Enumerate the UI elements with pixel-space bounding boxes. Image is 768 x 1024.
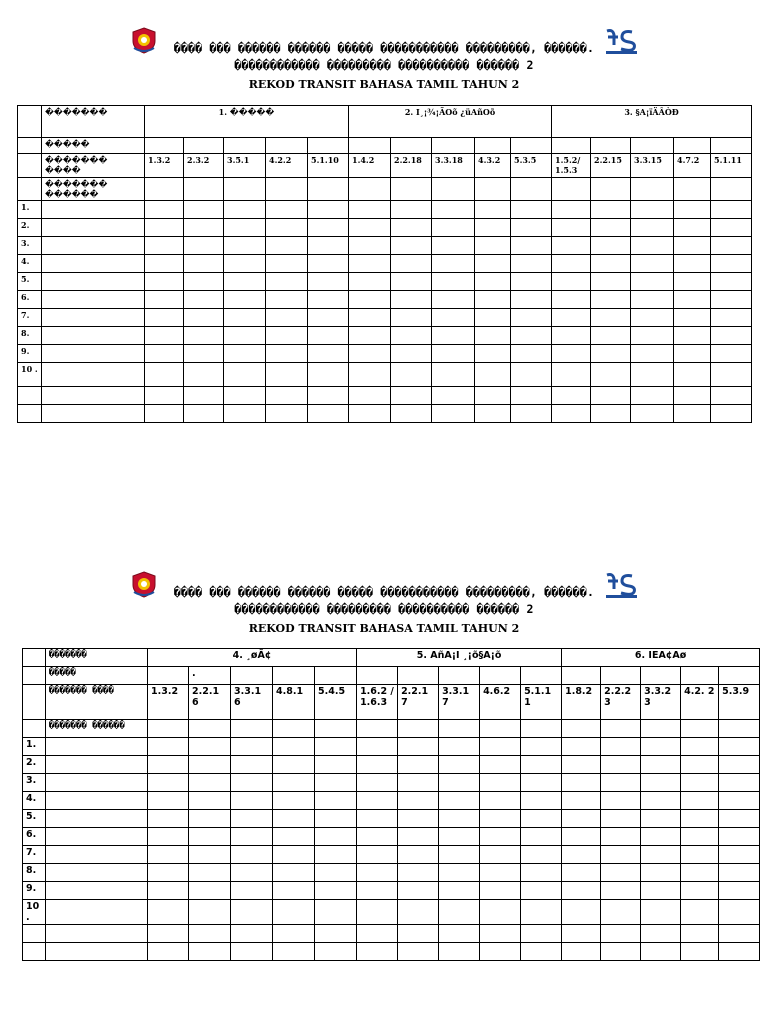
row-label-standard: ������� ���� bbox=[46, 685, 148, 720]
title-cell bbox=[432, 138, 475, 154]
student-row bbox=[18, 363, 752, 387]
group-header: 2. I¸¡¾¡ÃOõ ¿üAñOõ bbox=[349, 106, 552, 138]
standard-code: 5.1.11 bbox=[711, 154, 752, 178]
student-row bbox=[23, 882, 760, 900]
row-label-title: ����� bbox=[42, 138, 145, 154]
title-cell bbox=[601, 667, 641, 685]
standard-code: 4.7.2 bbox=[674, 154, 711, 178]
standard-code: 1.8.2 bbox=[562, 685, 601, 720]
standard-code: 5.1.10 bbox=[308, 154, 349, 178]
title-cell bbox=[631, 138, 674, 154]
row-label-title: ����� bbox=[46, 667, 148, 685]
row-number: 7. bbox=[23, 846, 46, 864]
title-cell bbox=[391, 138, 432, 154]
student-header-row bbox=[23, 720, 760, 738]
standard-code: 2.2.18 bbox=[391, 154, 432, 178]
group-header: 6. IEA¢Aø bbox=[562, 649, 760, 667]
standard-code: 4.8.1 bbox=[273, 685, 315, 720]
student-row bbox=[18, 387, 752, 405]
row-number bbox=[18, 387, 42, 405]
student-row bbox=[18, 237, 752, 255]
row-number: 4. bbox=[18, 255, 42, 273]
title-cell bbox=[148, 667, 189, 685]
group-header: 1. ����� bbox=[145, 106, 349, 138]
record-title: REKOD TRANSIT BAHASA TAMIL TAHUN 2 bbox=[248, 78, 520, 91]
school-name-line: ���� ��� ������ ������ ����� ����������� ���������, ������. bbox=[173, 585, 595, 599]
title-cell: . bbox=[189, 667, 231, 685]
row-number: 3. bbox=[23, 774, 46, 792]
standard-code: 4.2.2 bbox=[266, 154, 308, 178]
title-cell bbox=[357, 667, 398, 685]
student-row bbox=[23, 925, 760, 943]
row-number: 10 . bbox=[18, 363, 42, 387]
student-row bbox=[18, 219, 752, 237]
title-cell bbox=[145, 138, 184, 154]
title-row bbox=[23, 667, 760, 685]
title-cell bbox=[681, 667, 719, 685]
title-cell bbox=[349, 138, 391, 154]
row-number: 9. bbox=[23, 882, 46, 900]
group-header: 4. ¸øÃ¢ bbox=[148, 649, 357, 667]
student-row bbox=[18, 345, 752, 363]
student-row bbox=[18, 309, 752, 327]
row-number: 2. bbox=[18, 219, 42, 237]
theme-row bbox=[23, 649, 760, 667]
row-number: 7. bbox=[18, 309, 42, 327]
title-cell bbox=[231, 667, 273, 685]
row-label-theme: ������� bbox=[42, 106, 145, 138]
row-number bbox=[18, 405, 42, 423]
title-cell bbox=[591, 138, 631, 154]
title-cell bbox=[439, 667, 480, 685]
standard-code: 2.2.2 3 bbox=[601, 685, 641, 720]
standard-code: 1.3.2 bbox=[148, 685, 189, 720]
student-row bbox=[23, 900, 760, 925]
row-label-student: ������� ������ bbox=[46, 720, 148, 738]
standard-code: 4.6.2 bbox=[480, 685, 521, 720]
student-row bbox=[23, 774, 760, 792]
title-cell bbox=[308, 138, 349, 154]
row-number: 9. bbox=[18, 345, 42, 363]
standard-code: 5.4.5 bbox=[315, 685, 357, 720]
student-row bbox=[23, 828, 760, 846]
title-cell bbox=[521, 667, 562, 685]
student-row bbox=[18, 327, 752, 345]
title-cell bbox=[711, 138, 752, 154]
school-subtitle-line: ������������ ��������� ���������� ������ 2 bbox=[234, 602, 534, 616]
student-header-row bbox=[18, 178, 752, 201]
row-number: 6. bbox=[23, 828, 46, 846]
row-number: 2. bbox=[23, 756, 46, 774]
record-section-1 bbox=[0, 0, 768, 374]
school-name-line: ���� ��� ������ ������ ����� ����������� ���������, ������. bbox=[173, 41, 595, 55]
student-row bbox=[18, 273, 752, 291]
standard-code: 3.3.15 bbox=[631, 154, 674, 178]
standard-code: 3.5.1 bbox=[224, 154, 266, 178]
row-number: 5. bbox=[23, 810, 46, 828]
title-row bbox=[18, 138, 752, 154]
section-header bbox=[0, 544, 768, 644]
standard-code: 1.4.2 bbox=[349, 154, 391, 178]
standard-code: 3.3.18 bbox=[432, 154, 475, 178]
row-number: 4. bbox=[23, 792, 46, 810]
title-cell bbox=[552, 138, 591, 154]
standard-row bbox=[18, 154, 752, 178]
student-row bbox=[23, 846, 760, 864]
title-cell bbox=[398, 667, 439, 685]
student-row bbox=[18, 291, 752, 309]
standard-code: 2.3.2 bbox=[184, 154, 224, 178]
standard-row bbox=[23, 685, 760, 720]
student-row bbox=[18, 405, 752, 423]
row-number: 1. bbox=[23, 738, 46, 756]
row-number: 8. bbox=[18, 327, 42, 345]
transit-record-table bbox=[22, 648, 760, 961]
row-label-theme: ������� bbox=[46, 649, 148, 667]
row-label-standard: ������� ���� bbox=[42, 154, 145, 178]
title-cell bbox=[184, 138, 224, 154]
title-cell bbox=[273, 667, 315, 685]
standard-code: 2.2.15 bbox=[591, 154, 631, 178]
standard-code: 1.5.2/ 1.5.3 bbox=[552, 154, 591, 178]
standard-code: 2.2.1 7 bbox=[398, 685, 439, 720]
standard-code: 3.3.1 7 bbox=[439, 685, 480, 720]
school-subtitle-line: ������������ ��������� ���������� ������ 2 bbox=[234, 58, 534, 72]
student-row bbox=[18, 201, 752, 219]
row-number: 10 . bbox=[23, 900, 46, 925]
title-cell bbox=[480, 667, 521, 685]
student-row bbox=[23, 738, 760, 756]
group-header: 5. AñA¡I ¸¡õ§A¡õ bbox=[357, 649, 562, 667]
row-label-student: ������� ������ bbox=[42, 178, 145, 201]
row-number bbox=[23, 925, 46, 943]
standard-code: 1.3.2 bbox=[145, 154, 184, 178]
title-cell bbox=[475, 138, 511, 154]
record-section-2 bbox=[0, 544, 768, 923]
student-row bbox=[23, 756, 760, 774]
standard-code: 4.3.2 bbox=[475, 154, 511, 178]
section-header bbox=[0, 0, 768, 100]
row-number: 5. bbox=[18, 273, 42, 291]
title-cell bbox=[719, 667, 760, 685]
title-cell bbox=[674, 138, 711, 154]
transit-record-table bbox=[17, 105, 752, 423]
standard-code: 2.2.1 6 bbox=[189, 685, 231, 720]
title-cell bbox=[511, 138, 552, 154]
row-number: 3. bbox=[18, 237, 42, 255]
student-row bbox=[23, 864, 760, 882]
standard-code: 5.3.5 bbox=[511, 154, 552, 178]
title-cell bbox=[315, 667, 357, 685]
student-row bbox=[18, 255, 752, 273]
row-number: 6. bbox=[18, 291, 42, 309]
record-title: REKOD TRANSIT BAHASA TAMIL TAHUN 2 bbox=[248, 622, 520, 635]
standard-code: 4.2. 2 bbox=[681, 685, 719, 720]
row-number: 1. bbox=[18, 201, 42, 219]
title-cell bbox=[641, 667, 681, 685]
student-row bbox=[23, 943, 760, 961]
title-cell bbox=[224, 138, 266, 154]
ministry-logo-icon bbox=[604, 571, 638, 599]
theme-row bbox=[18, 106, 752, 138]
ministry-logo-icon bbox=[604, 27, 638, 55]
standard-code: 3.3.1 6 bbox=[231, 685, 273, 720]
student-row bbox=[23, 810, 760, 828]
standard-code: 3.3.2 3 bbox=[641, 685, 681, 720]
standard-code: 5.1.1 1 bbox=[521, 685, 562, 720]
standard-code: 1.6.2 / 1.6.3 bbox=[357, 685, 398, 720]
row-number: 8. bbox=[23, 864, 46, 882]
row-number bbox=[23, 943, 46, 961]
group-header: 3. §A¡ïÄÂÒÐ bbox=[552, 106, 752, 138]
standard-code: 5.3.9 bbox=[719, 685, 760, 720]
title-cell bbox=[266, 138, 308, 154]
title-cell bbox=[562, 667, 601, 685]
student-row bbox=[23, 792, 760, 810]
